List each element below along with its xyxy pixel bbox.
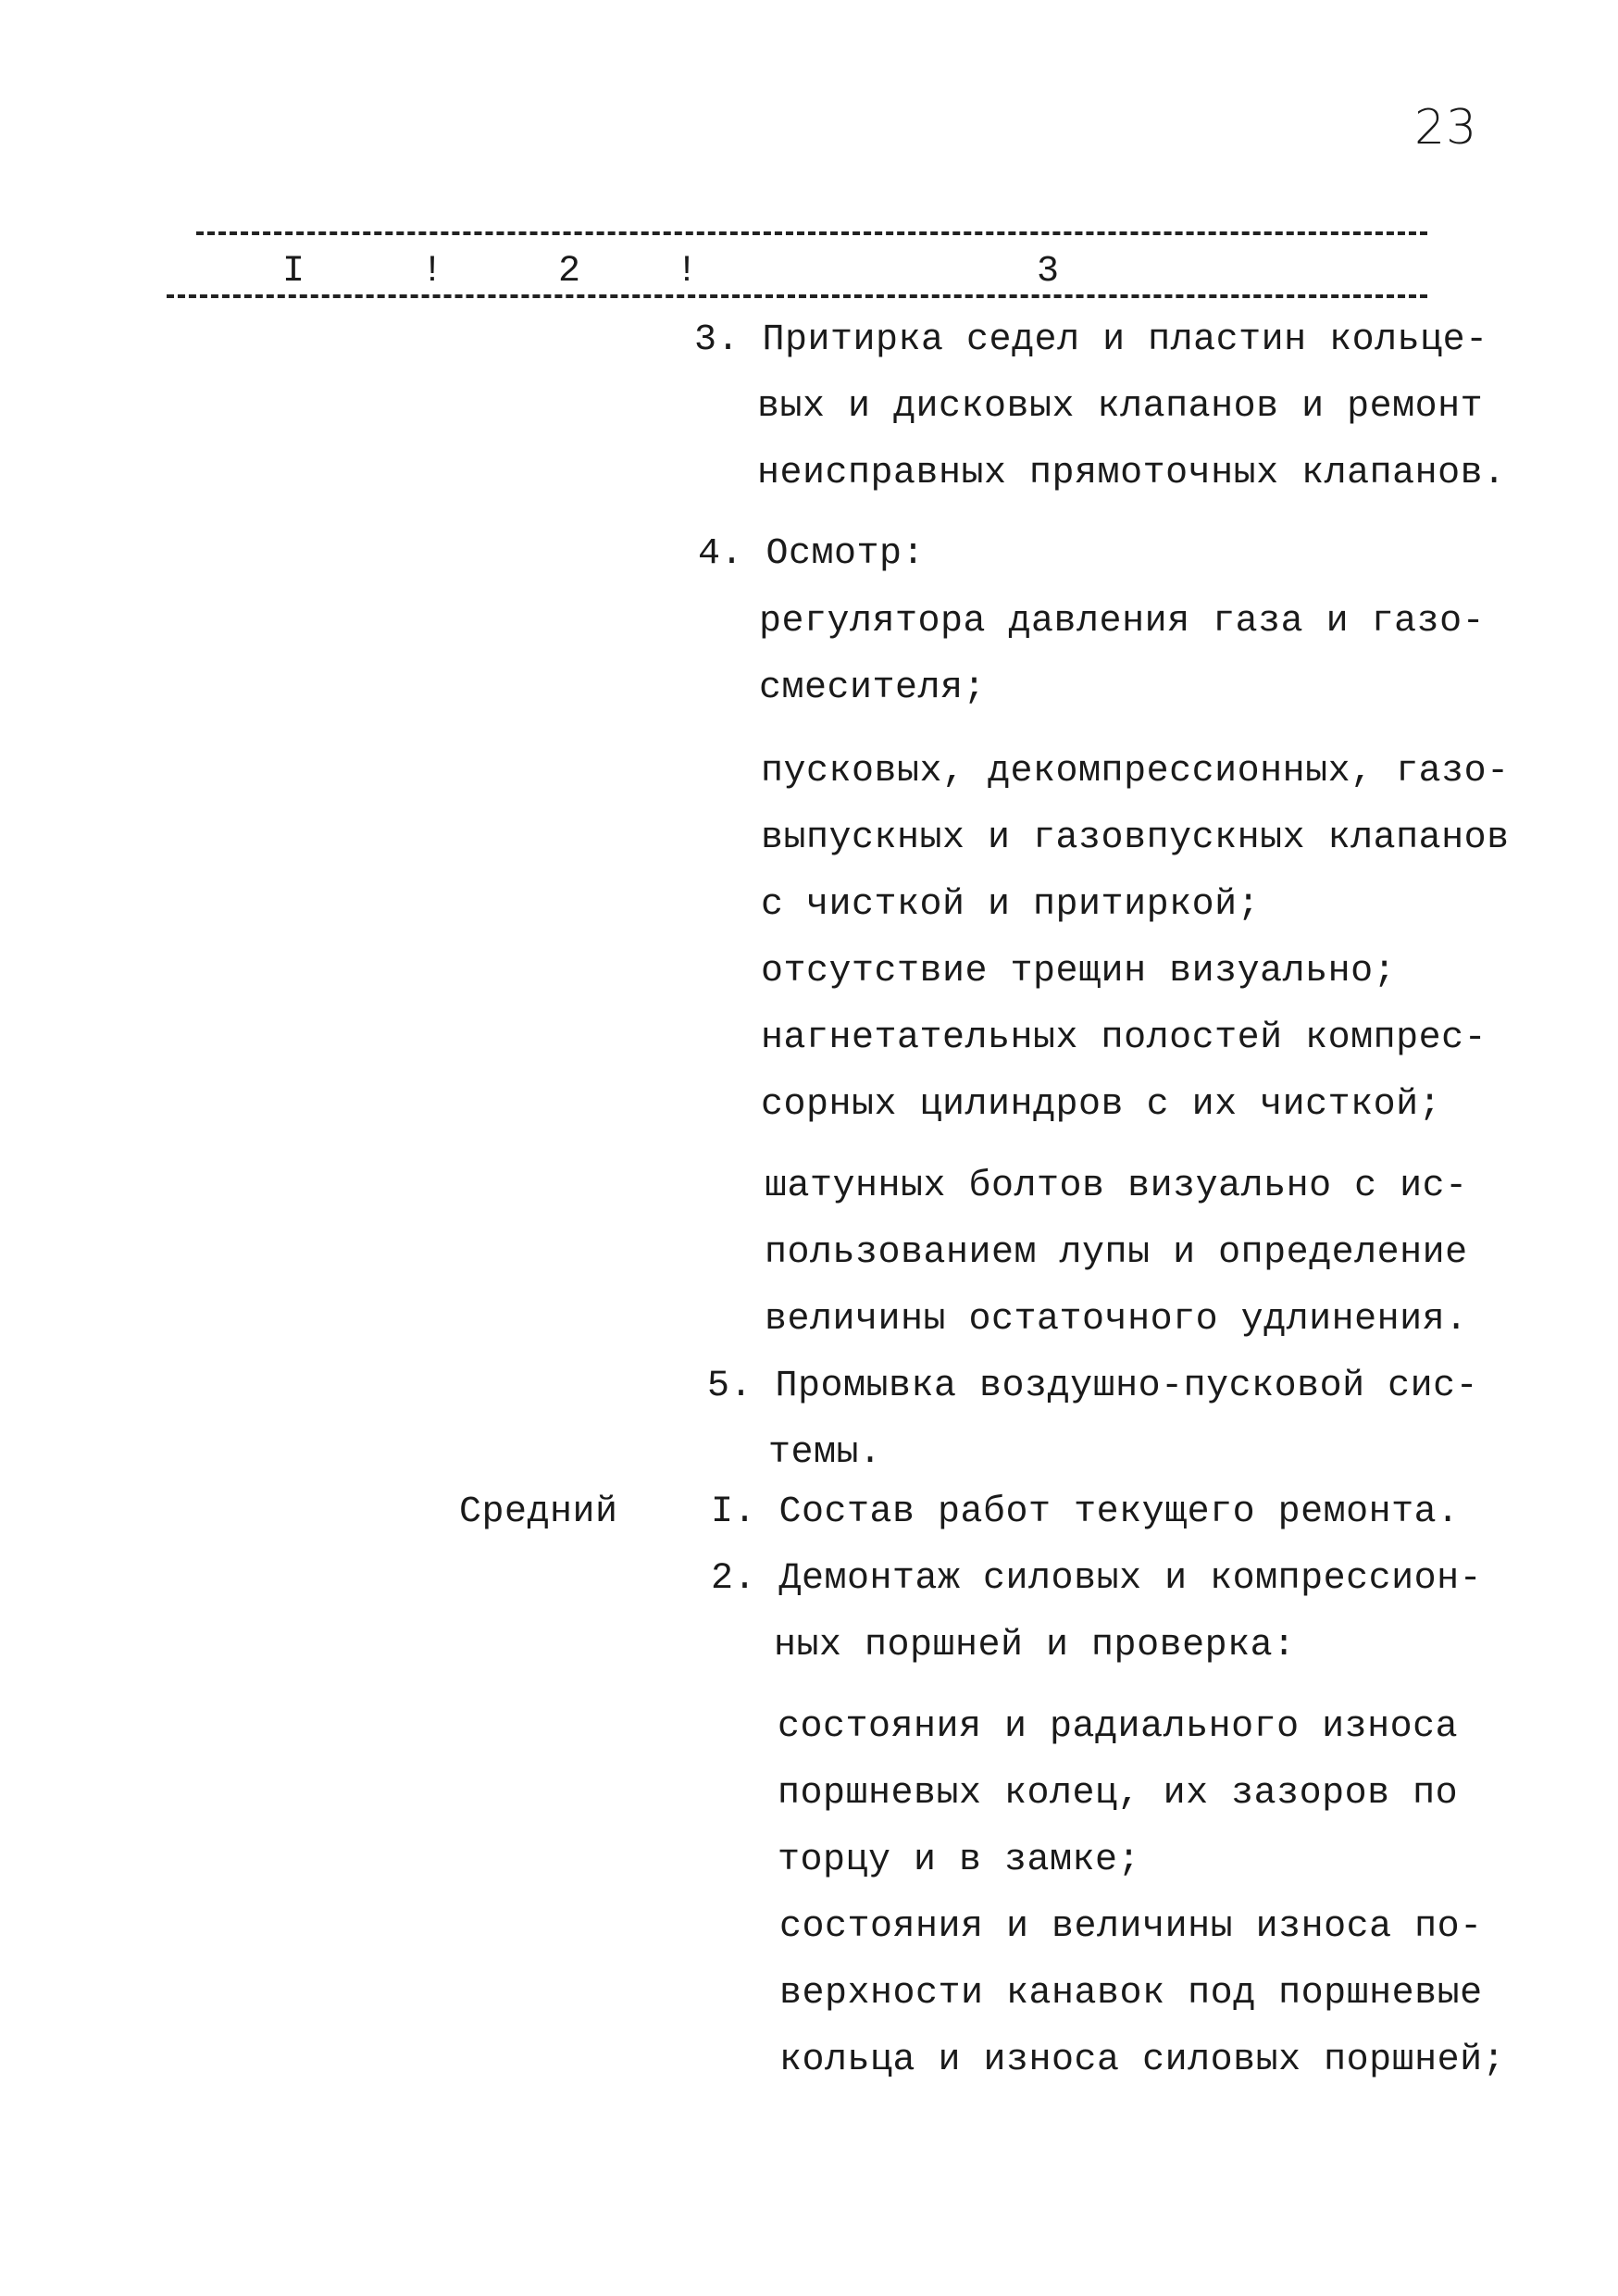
text-line: состояния и величины износа по- (779, 1906, 1483, 1948)
column-separator-1: ! (421, 251, 444, 293)
text-line: отсутствие трещин визуально; (761, 951, 1397, 992)
text-line: нагнетательных полостей компрес- (761, 1017, 1487, 1059)
text-line: сорных цилиндров с их чисткой; (761, 1084, 1442, 1126)
text-line: состояния и радиального износа (778, 1706, 1459, 1748)
text-line: неисправных прямоточных клапанов. (757, 453, 1506, 494)
text-line: верхности канавок под поршневые (779, 1973, 1483, 2015)
column-separator-2: ! (676, 251, 699, 293)
text-line: пусковых, декомпрессионных, газо- (761, 751, 1510, 792)
text-line: смесителя; (759, 668, 987, 709)
text-line: пользованием лупы и определение (765, 1232, 1468, 1274)
text-line: с чисткой и притиркой; (761, 884, 1261, 926)
text-line: I. Состав работ текущего ремонта. (711, 1491, 1460, 1533)
text-line: вых и дисковых клапанов и ремонт (757, 386, 1484, 428)
text-line: 5. Промывка воздушно-пусковой сис- (707, 1366, 1479, 1407)
text-line: выпускных и газовпускных клапанов (761, 817, 1510, 859)
text-line: шатунных болтов визуально с ис- (765, 1166, 1468, 1207)
text-line: 2. Демонтаж силовых и компрессион- (711, 1558, 1483, 1600)
page-number: 23 (1414, 100, 1478, 156)
text-line: темы. (768, 1432, 882, 1474)
text-line: торцу и в замке; (778, 1840, 1141, 1881)
text-line: ных поршней и проверка: (774, 1625, 1296, 1666)
text-line: 4. Осмотр: (698, 533, 926, 575)
column-header-3: 3 (1037, 251, 1060, 293)
section-label-medium: Средний (459, 1491, 618, 1533)
text-line: кольца и износа силовых поршней; (779, 2040, 1506, 2081)
column-header-1: I (282, 251, 305, 293)
text-line: величины остаточного удлинения. (765, 1299, 1468, 1341)
column-header-2: 2 (558, 251, 581, 293)
text-line: регулятора давления газа и газо- (759, 601, 1486, 643)
text-line: 3. Притирка седел и пластин кольце- (694, 319, 1488, 361)
header-rule-top (196, 231, 1427, 235)
header-rule-bottom (167, 294, 1427, 298)
text-line: поршневых колец, их зазоров по (778, 1773, 1459, 1815)
